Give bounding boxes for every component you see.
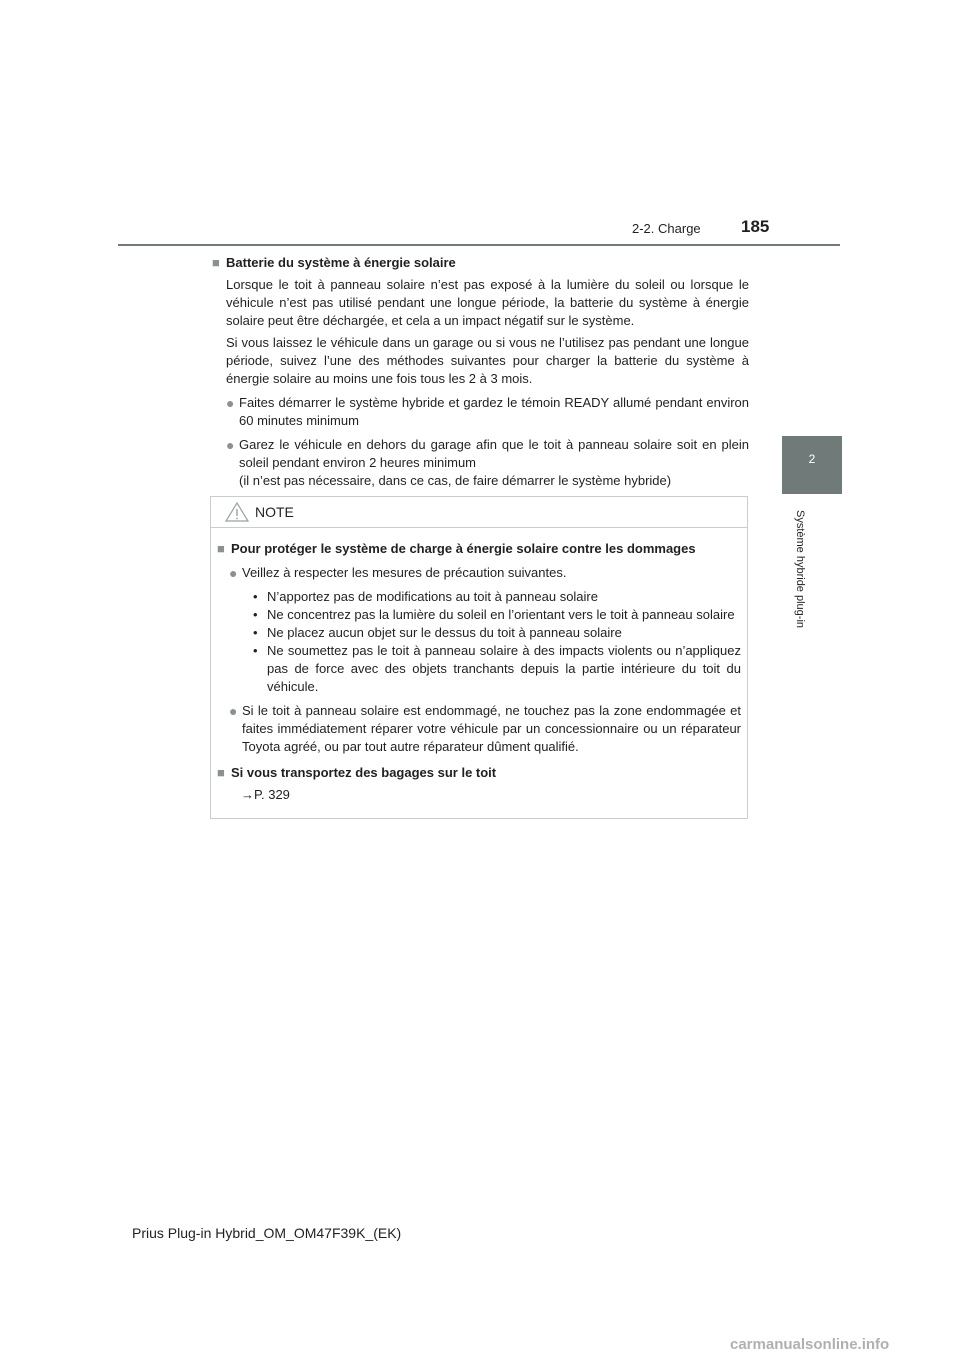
list-item: ● Veillez à respecter les mesures de précaution suivantes.: [229, 565, 567, 581]
chapter-tab-number: 2: [808, 452, 816, 466]
circle-bullet-icon: ●: [229, 565, 238, 581]
list-item: • Ne placez aucun objet sur le dessus du toit à panneau solaire: [253, 625, 622, 640]
list-item: ● Si le toit à panneau solaire est endommagé, ne touchez pas la zone endommagée et faites immédiatement réparer votre véhicule par un concessionnaire ou un réparateur Toyota agréé, ou par tout autre réparateur dûment qualifié.: [229, 703, 741, 754]
note-subsection-title: ■ Pour protéger le système de charge à énergie solaire contre les dommages: [217, 541, 696, 556]
precaution-list: [253, 588, 741, 696]
chapter-tab-label: Système hybride plug-in: [794, 510, 806, 629]
list-item: • Ne soumettez pas le toit à panneau solaire à des impacts violents ou n’appliquez pas de force avec des objets tranchants depuis la partie intérieure du toit du véhicule.: [253, 643, 741, 694]
note-title: NOTE: [255, 504, 294, 520]
list-item: ● Faites démarrer le système hybride et gardez le témoin READY allumé pendant environ 60 minutes minimum: [226, 395, 749, 428]
warning-icon: [225, 502, 249, 522]
watermark: carmanualsonline.info: [730, 1336, 890, 1353]
note-box: [210, 496, 748, 819]
page-number: 185: [741, 217, 770, 236]
list-item: • Ne concentrez pas la lumière du soleil en l’orientant vers le toit à panneau solaire: [253, 607, 735, 622]
paragraph: Lorsque le toit à panneau solaire n’est pas exposé à la lumière du soleil ou lorsque le véhicule n’est pas utilisé pendant une longue période, la batterie du système à énergie solaire peut être déchargée, et cela a un impact négatif sur le système.: [226, 277, 749, 328]
circle-bullet-icon: ●: [226, 395, 235, 411]
circle-bullet-icon: ●: [229, 703, 238, 719]
note-body: [211, 528, 747, 804]
paragraph: Si vous laissez le véhicule dans un garage ou si vous ne l’utilisez pas pendant une longue période, suivez l’une des méthodes suivantes pour charger la batterie du système à énergie solaire au moins une fois tous les 2 à 3 mois.: [226, 335, 749, 386]
list-item: • N’apportez pas de modifications au toit à panneau solaire: [253, 589, 598, 604]
square-bullet-icon: ■: [217, 541, 225, 556]
square-bullet-icon: ■: [212, 255, 220, 270]
footer-document-id: Prius Plug-in Hybrid_OM_OM47F39K_(EK): [132, 1225, 402, 1241]
page-reference-link[interactable]: →P. 329: [241, 787, 290, 802]
circle-bullet-icon: ●: [226, 437, 235, 453]
section-title: ■ Batterie du système à énergie solaire: [212, 255, 456, 270]
note-header: [211, 497, 747, 528]
note-subsection-title: ■ Si vous transportez des bagages sur le toit: [217, 765, 497, 780]
list-item: ● Garez le véhicule en dehors du garage afin que le toit à panneau solaire soit en plein soleil pendant environ 2 heures minimum (il n’est pas nécessaire, dans ce cas, de faire démarrer le système hybride): [226, 437, 749, 488]
header-section: 2-2. Charge: [632, 221, 701, 236]
square-bullet-icon: ■: [217, 765, 225, 780]
section-solar-battery: [212, 254, 749, 490]
header-divider: [118, 244, 840, 246]
